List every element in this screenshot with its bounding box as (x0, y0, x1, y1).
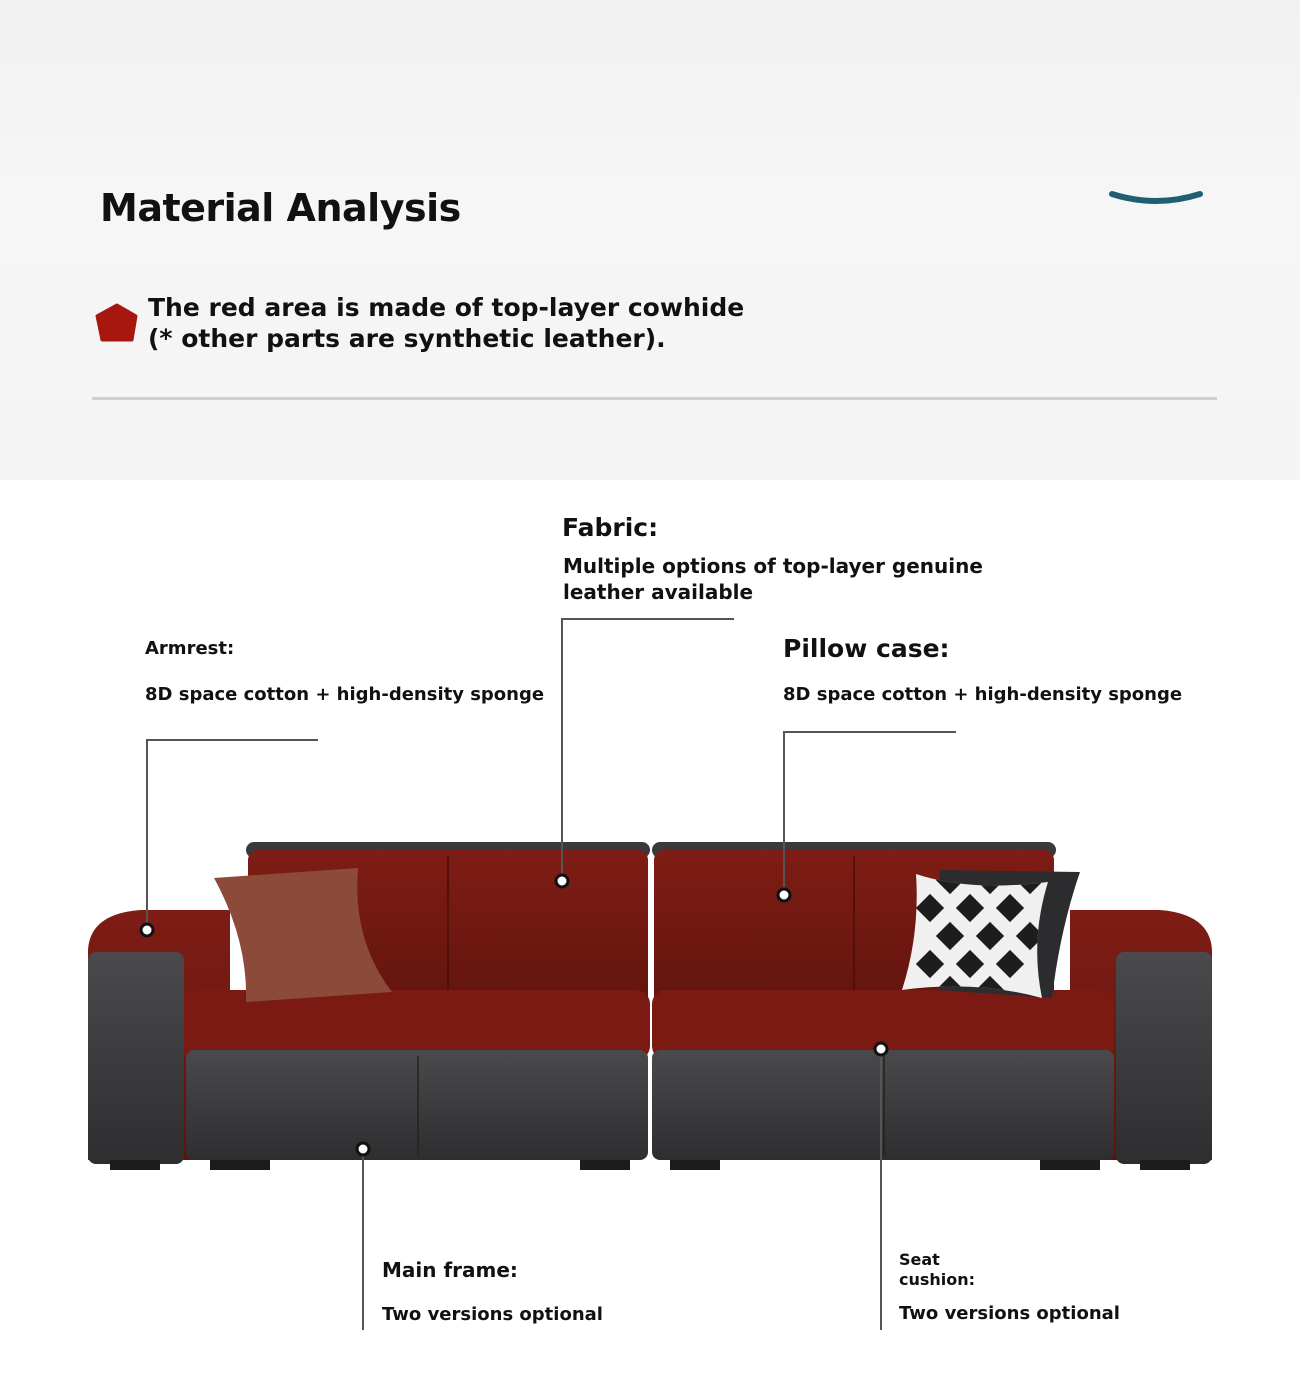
page-title: Material Analysis (100, 186, 461, 230)
red-pentagon-icon (94, 302, 140, 346)
pillow-case-title: Pillow case: (783, 634, 950, 663)
seat-cushion-title: Seat cushion: (899, 1250, 976, 1289)
seat-cushion-desc: Two versions optional (899, 1303, 1120, 1324)
main-frame-desc: Two versions optional (382, 1304, 603, 1325)
armrest-desc: 8D space cotton + high-density sponge (145, 684, 545, 705)
armrest-title: Armrest: (145, 638, 235, 659)
pillow-case-desc: 8D space cotton + high-density sponge (783, 684, 1183, 705)
material-note: The red area is made of top-layer cowhide (* other parts are synthetic leather). (148, 293, 745, 353)
section-divider (92, 397, 1217, 400)
wave-icon (1108, 184, 1204, 212)
fabric-desc: Multiple options of top-layer genuine leather available (563, 554, 983, 604)
sofa-illustration (80, 830, 1220, 1180)
main-frame-title: Main frame: (382, 1258, 518, 1282)
header-background (0, 0, 1300, 480)
fabric-title: Fabric: (562, 513, 659, 542)
